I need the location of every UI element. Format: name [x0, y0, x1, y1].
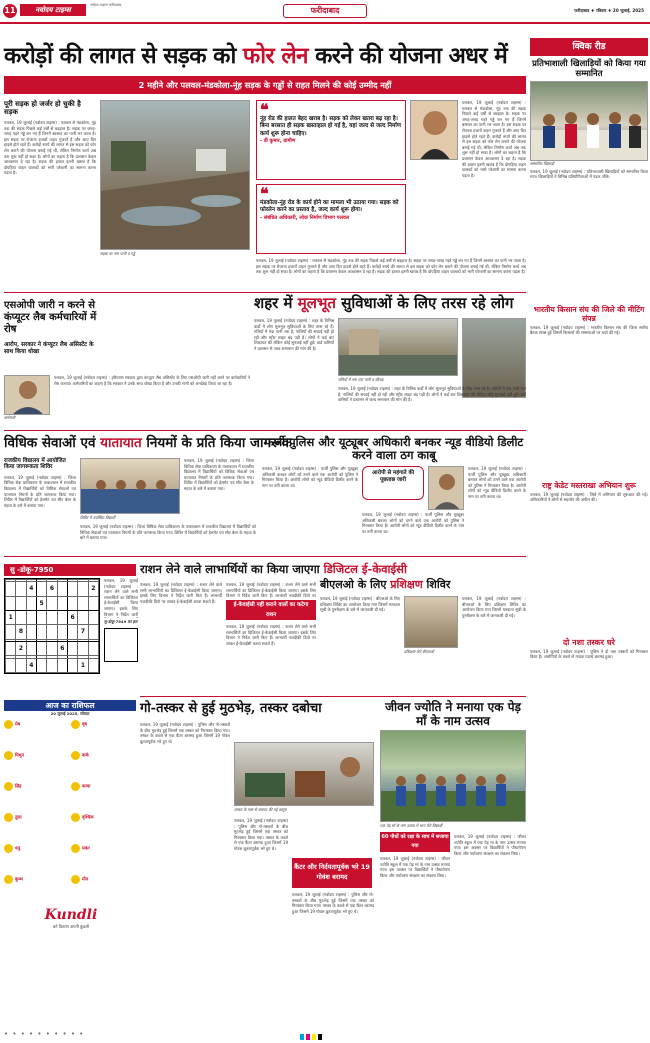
- vidhik-head-highlight: यातायात: [100, 435, 142, 451]
- police-body-3: पलवल, 19 जुलाई (नवोदय टाइम्स) : फर्जी पुलिस और यूट्यूबर अधिकारी बनकर लोगों को ठगने वाले एक आरोपी को पुलिस ने गिरफ्तार किया है। आरोपी लोगों को न्यूड वीडियो डिलीट करने के नाम पर ठगी करता था।: [362, 512, 464, 534]
- blo-head-part1: बीएलओ के लिए: [320, 578, 391, 591]
- kundli-logo: [30, 906, 112, 938]
- lead-photo-caption: सड़क पर भरा पानी व गड्ढे: [100, 251, 136, 256]
- gau-badge: कैंटर और निर्दयतापूर्वक भरे 19 गोवंश बरामद: [292, 858, 372, 888]
- gau-body-3: पलवल, 19 जुलाई (नवोदय टाइम्स) : पुलिस और गो-तस्करों के बीच मुठभेड़ हुई जिसमें एक तस्कर को गिरफ्तार किया गया। तस्कर के कब्जे से एक कैंटर बरामद हुआ जिसमें 19 गोवंश क्रूरतापूर्वक भरे हुए थे।: [292, 892, 374, 914]
- sudoku-row: [6, 582, 99, 596]
- moolbhoot-head-highlight: मूलभूत: [297, 294, 336, 312]
- sudoku-cell: [36, 610, 46, 624]
- rashi-name: कर्क: [82, 753, 89, 759]
- zodiac-icon: [71, 720, 80, 729]
- divider: [4, 292, 526, 293]
- jeevan-badge: 60 पौधों को रक्षा के साथ में सजाया गया: [380, 832, 450, 852]
- sudoku-cell: [6, 658, 16, 672]
- sudoku-cell: [88, 596, 98, 610]
- sudoku-answer-label: सु-डोकू-7949 का हल: [104, 619, 138, 624]
- lead-quote-1: [256, 100, 406, 180]
- rashifal-title: आज का राशिफल: [4, 700, 136, 711]
- rashifal-date: 20 जुलाई 2025, रविवार: [50, 711, 90, 716]
- zodiac-icon: [4, 751, 13, 760]
- sudoku-cell: [57, 596, 67, 610]
- vidhik-photo: [80, 458, 180, 514]
- sudoku-cell: [57, 658, 67, 672]
- sudoku-cell: 7: [78, 625, 88, 639]
- print-color-mark-magenta: [306, 1034, 310, 1040]
- sudoku-cell: 1: [78, 658, 88, 672]
- sudoku-cell: [47, 641, 57, 655]
- quick-item-2-head: भारतीय किसान संघ की जिले की मीटिंग संपन्न: [533, 304, 645, 323]
- rashi-item: [71, 782, 135, 811]
- quick-item-1-head: प्रतिभाशाली खिलाड़ियों को किया गया सम्मानित: [532, 58, 646, 78]
- ration-body: पलवल, 19 जुलाई (नवोदय टाइम्स) : राशन लेने वाले सभी लाभार्थियों का डिजिटल ई-केवाईसी किया जाएगा। इसके लिए विभाग ने निर्देश जारी किए हैं। लाभार्थी नजदीकी डिपो पर जाकर ई-केवाईसी करवा सकते हैं।: [140, 582, 222, 604]
- sudoku-cell: 6: [57, 641, 67, 655]
- lead-headline: [4, 36, 526, 76]
- sudoku-cell: [67, 582, 77, 596]
- rashi-name: वृश्चिक: [82, 815, 94, 821]
- vidhik-subhead: राजकीय विद्यालय में आयोजित किया जागरूकता शिविर: [4, 458, 66, 471]
- blo-body-2: पलवल, 19 जुलाई (नवोदय टाइम्स) : बीएलओ के लिए प्रशिक्षण शिविर का आयोजन किया गया जिसमें मतदाता सूची के पुनरीक्षण के बारे में जानकारी दी गई।: [462, 596, 526, 618]
- rashi-name: मकर: [82, 846, 90, 852]
- rashi-item: [4, 751, 68, 780]
- masthead: [0, 0, 650, 24]
- rashi-item: [71, 813, 135, 842]
- sudoku-table: [5, 579, 99, 673]
- esop-caption: कर्मचारी: [4, 415, 16, 420]
- rashi-name: कुम्भ: [15, 877, 23, 883]
- esop-head: एसओपी जारी न करने से कंप्यूटर लैब कर्मचारियों में रोष: [4, 300, 97, 335]
- esop-section: [4, 300, 104, 355]
- lead-side-column: [4, 100, 96, 240]
- lead-subhead: 2 महीने और पलवल-मंडकोला-नूंह सड़क के गड्ढों से राहत मिलने की कोई उम्मीद नहीं: [4, 76, 526, 94]
- accused-photo: [428, 466, 464, 510]
- blo-head: [320, 576, 526, 594]
- rashi-name: धनु: [15, 846, 21, 852]
- rashi-name: सिंह: [15, 784, 22, 790]
- sudoku-row: [6, 641, 99, 655]
- sudoku-row: [6, 658, 99, 672]
- blo-head-part2: शिविर: [422, 578, 451, 591]
- sudoku-cell: [36, 641, 46, 655]
- sudoku-cell: [6, 582, 16, 596]
- rashi-name: मेष: [15, 722, 21, 728]
- gau-caption: तस्कर के पास से बरामद की गई वस्तुएं: [234, 807, 287, 812]
- sudoku-cell: [16, 582, 26, 596]
- seized-items-photo-illustration: [235, 743, 374, 806]
- gau-photo: [234, 742, 374, 806]
- sudoku-cell: [67, 596, 77, 610]
- bottom-dots: • • • • • • • • • •: [4, 1030, 85, 1038]
- sudoku-cell: [88, 625, 98, 639]
- moolbhoot-head-part1: शहर में: [254, 294, 298, 312]
- quick-item-2-body: पलवल, 19 जुलाई (नवोदय टाइम्स) : भारतीय किसान संघ की जिला स्तरीय बैठक संपन्न हुई जिसमें किसानों की समस्याओं पर चर्चा की गई।: [530, 324, 648, 336]
- zodiac-icon: [71, 844, 80, 853]
- ration-badge: ई-केवाईसी नहीं कराने वालों का कटेगा राशन: [226, 600, 316, 620]
- rashi-name: मिथुन: [15, 753, 25, 759]
- rashi-item: [71, 844, 135, 873]
- vidhik-body-3: पलवल, 19 जुलाई (नवोदय टाइम्स) : जिला विधिक सेवा प्राधिकरण के तत्वावधान में राजकीय विद्यालय में विद्यार्थियों को विधिक सेवाओं एवं यातायात नियमों के प्रति जागरूक किया गया। शिविर में विद्यार्थियों को हेलमेट एवं सीट बेल्ट के महत्व के बारे में बताया गया।: [80, 524, 256, 541]
- sudoku-cell: [67, 625, 77, 639]
- sudoku-cell: [26, 625, 36, 639]
- jeevan-head: जीवन ज्योति ने मनाया एक पेड़ माँ के नाम उत्सव: [385, 700, 521, 728]
- rashi-item: [4, 782, 68, 811]
- ration-head-highlight: डिजिटल ई-केवाईसी: [323, 562, 407, 576]
- gau-body: पलवल, 19 जुलाई (नवोदय टाइम्स) : पुलिस और गो-तस्करों के बीच मुठभेड़ हुई जिसमें एक तस्कर को गिरफ्तार किया गया। तस्कर के कब्जे से एक कैंटर बरामद हुआ जिसमें 19 गोवंश क्रूरतापूर्वक भरे हुए थे।: [140, 722, 230, 744]
- sudoku-cell: 2: [88, 582, 98, 596]
- divider-2: [4, 430, 526, 431]
- vidhik-column: [4, 458, 76, 555]
- divider-3: [4, 556, 526, 557]
- sudoku-cell: [47, 610, 57, 624]
- lead-quote-2: [256, 184, 406, 254]
- rashi-item: [4, 813, 68, 842]
- road-photo-illustration: [101, 101, 250, 250]
- small-paper-line: नवोदय टाइम्स फरीदाबाद: [90, 3, 122, 7]
- rashi-name: मीन: [82, 877, 89, 883]
- quote-mark-icon: ❝: [260, 100, 269, 119]
- quote-mark-icon-2: ❝: [260, 184, 269, 203]
- vidhik-caption: शिविर में उपस्थित विद्यार्थी: [80, 515, 116, 520]
- sudoku-cell: 8: [16, 625, 26, 639]
- police-quote: [362, 466, 424, 500]
- sudoku-cell: [26, 610, 36, 624]
- rashi-item: [71, 751, 135, 780]
- sudoku-cell: 5: [36, 596, 46, 610]
- vidhik-body: पलवल, 19 जुलाई (नवोदय टाइम्स) : जिला विधिक सेवा प्राधिकरण के तत्वावधान में राजकीय विद्यालय में विद्यार्थियों को विधिक सेवाओं एवं यातायात नियमों के प्रति जागरूक किया गया। शिविर में विद्यार्थियों को हेलमेट एवं सीट बेल्ट के महत्व के बारे में बताया गया।: [4, 474, 76, 508]
- police-body-2: पलवल, 19 जुलाई (नवोदय टाइम्स) : फर्जी पुलिस और यूट्यूबर अधिकारी बनकर लोगों को ठगने वाले एक आरोपी को पुलिस ने गिरफ्तार किया है। आरोपी लोगों को न्यूड वीडियो डिलीट करने के नाम पर ठगी करता था।: [468, 466, 526, 499]
- date-line: फरीदाबाद ♦ रविवार ♦ 20 जुलाई, 2025: [574, 8, 644, 13]
- lead-headline-highlight: फोर लेन: [242, 43, 308, 69]
- sudoku-cell: [47, 625, 57, 639]
- paper-name: नवोदय टाइम्स: [20, 4, 86, 16]
- sudoku-instructions: पलवल, 19 जुलाई (नवोदय टाइम्स) : राशन लेने वाले सभी लाभार्थियों का डिजिटल ई-केवाईसी किया जाएगा। इसके लिए विभाग ने निर्देश जारी: [104, 578, 138, 617]
- zodiac-icon: [4, 720, 13, 729]
- ration-body-3: पलवल, 19 जुलाई (नवोदय टाइम्स) : राशन लेने वाले सभी लाभार्थियों का डिजिटल ई-केवाईसी किया जाएगा। इसके लिए विभाग ने निर्देश जारी किए हैं। लाभार्थी नजदीकी डिपो पर जाकर ई-केवाईसी करवा सकते हैं।: [226, 624, 316, 646]
- jeevan-body: पलवल, 19 जुलाई (नवोदय टाइम्स) : जीवन ज्योति स्कूल में एक पेड़ मां के नाम उत्सव मनाया गया। इस अवसर पर विद्यार्थियों ने पौधारोपण किया और पर्यावरण संरक्षण का संकल्प लिया।: [380, 856, 450, 878]
- sudoku-cell: [26, 596, 36, 610]
- moolbhoot-body-2: पलवल, 19 जुलाई (नवोदय टाइम्स) : शहर के विभिन्न वार्डों में लोग मूलभूत सुविधाओं के लिए तरस रहे हैं। गलियों में गंदा पानी भरा है, नालियों की सफाई नहीं हो रही और स्ट्रीट लाइट बंद पड़ी हैं। लोगों ने कई बार शिकायत की लेकिन कोई सुनवाई नहीं हुई। वार्ड वासियों ने प्रशासन से जल्द समाधान की मांग की है।: [338, 386, 526, 403]
- sudoku-cell: [78, 610, 88, 624]
- sudoku-cell: [6, 596, 16, 610]
- quick-item-4-body: पलवल, 19 जुलाई (नवोदय टाइम्स) : पुलिस ने दो नशा तस्करों को गिरफ्तार किया है। आरोपियों के कब्जे से मादक पदार्थ बरामद हुआ।: [530, 648, 648, 660]
- zodiac-icon: [4, 782, 13, 791]
- street-photo-illustration: [339, 319, 458, 376]
- quick-item-3-body: पलवल, 19 जुलाई (नवोदय टाइम्स) : जिले में अभियान की शुरुआत की गई। अधिकारियों ने लोगों से सहयोग की अपील की।: [530, 491, 648, 503]
- jeevan-body-2: पलवल, 19 जुलाई (नवोदय टाइम्स) : जीवन ज्योति स्कूल में एक पेड़ मां के नाम उत्सव मनाया गया। इस अवसर पर विद्यार्थियों ने पौधारोपण किया और पर्यावरण संरक्षण का संकल्प लिया।: [454, 834, 526, 856]
- lead-headline-part1: करोड़ों की लागत से सड़क को: [4, 43, 243, 69]
- moolbhoot-head: [254, 294, 526, 312]
- sudoku-cell: [16, 658, 26, 672]
- sudoku-cell: [36, 582, 46, 596]
- sudoku-cell: [6, 625, 16, 639]
- sudoku-cell: [88, 641, 98, 655]
- divider-4: [140, 696, 526, 697]
- kundli-logo-text: Kundli: [44, 907, 98, 923]
- moolbhoot-head-part2: सुविधाओं के लिए तरस रहे लोग: [335, 294, 514, 312]
- quick-item-3-head: राष्ट्र केडेट मस्तराखा अभियान शुरू: [542, 480, 636, 490]
- sudoku-cell: [26, 641, 36, 655]
- esop-body: पलवल, 19 जुलाई (नवोदय टाइम्स) : हरियाणा सरकार द्वारा कंप्यूटर लैब असिस्टेंट के लिए एसओपी जारी नहीं करने पर कर्मचारियों ने रोष जताया। कर्मचारियों का कहना है कि सरकार ने उनके साथ धोखा किया है और उनकी मांगों को अनदेखा किया जा रहा है।: [54, 375, 250, 386]
- vidhik-head-part1: विधिक सेवाओं एवं: [4, 435, 101, 451]
- rashi-name: कन्या: [82, 784, 91, 790]
- sudoku-cell: [16, 596, 26, 610]
- sudoku-cell: [6, 641, 16, 655]
- person-portrait-icon-2: [5, 376, 50, 415]
- sudoku-cell: [16, 610, 26, 624]
- moolbhoot-photo-1: [338, 318, 458, 376]
- blo-caption: प्रशिक्षण लेते बीएलओ: [404, 649, 435, 654]
- gau-body-2: पलवल, 19 जुलाई (नवोदय टाइम्स) : पुलिस और गो-तस्करों के बीच मुठभेड़ हुई जिसमें एक तस्कर को गिरफ्तार किया गया। तस्कर के कब्जे से एक कैंटर बरामद हुआ जिसमें 19 गोवंश क्रूरतापूर्वक भरे हुए थे।: [234, 818, 288, 851]
- print-color-mark-cyan: [300, 1034, 304, 1040]
- police-body: पलवल, 19 जुलाई (नवोदय टाइम्स) : फर्जी पुलिस और यूट्यूबर अधिकारी बनकर लोगों को ठगने वाले एक आरोपी को पुलिस ने गिरफ्तार किया है। आरोपी लोगों को न्यूड वीडियो डिलीट करने के नाम पर ठगी करता था।: [262, 466, 358, 488]
- sudoku-row: [6, 610, 99, 624]
- rashi-name: तुला: [15, 815, 22, 821]
- sudoku-cell: [78, 641, 88, 655]
- portrait-photo: [410, 100, 458, 160]
- zodiac-icon: [71, 875, 80, 884]
- sudoku-cell: [36, 625, 46, 639]
- rashi-name: वृष: [82, 722, 87, 728]
- sudoku-cell: [47, 658, 57, 672]
- city-tab: फरीदाबाद: [283, 4, 367, 18]
- quick-read-banner: क्विक रीड: [530, 38, 648, 56]
- lead-headline-part2: करने की योजना अधर में: [307, 43, 508, 69]
- rashi-item: [4, 875, 68, 904]
- quick-item-1-photo: [530, 81, 648, 161]
- quote-1-text: नूंह रोड की हालत बेहद खराब है। सड़क को लेकर खतरा बढ़ रहा है। बिना बरसात ही सड़क खस्ताहाल हो गई है, यहां जल्द से जल्द निर्माण कार्य शुरू होना चाहिए।: [260, 116, 401, 137]
- lead-right-body: पलवल, 19 जुलाई (नवोदय टाइम्स) : पलवल से मंडकोला, नूंह तक की सड़क पिछले कई वर्षों से बदहाल है। सड़क पर जगह-जगह गहरे गड्ढे बन गए हैं जिनमें बरसात का पानी भर जाता है। इस सड़क पर रोजाना हजारों वाहन गुजरते हैं और आए दिन हादसे होते रहते हैं। करोड़ों रुपये की लागत से इस सड़क को फोर लेन बनाने की योजना बनाई गई थी, लेकिन निर्माण कार्य अब तक शुरू नहीं हो सका है। लोगों का कहना है कि प्रशासन केवल आश्वासन दे रहा है। सड़क की हालत इतनी खराब है कि दोपहिया वाहन चालकों को भारी परेशानी का सामना करना पड़ता है।: [462, 100, 526, 178]
- sudoku-cell: [67, 641, 77, 655]
- sudoku-cell: [78, 596, 88, 610]
- sudoku-cell: [57, 582, 67, 596]
- police-quote-text: आरोपी से महंगाते की पूछताछ जारी: [372, 470, 414, 483]
- zodiac-icon: [4, 875, 13, 884]
- vidhik-head: [4, 434, 293, 452]
- quick-item-1-body: पलवल, 19 जुलाई (नवोदय टाइम्स) : प्रतिभाशाली खिलाड़ियों को सम्मानित किया गया। खिलाड़ियों ने विभिन्न प्रतियोगिताओं में पदक जीते।: [530, 168, 648, 180]
- rashi-item: [4, 720, 68, 749]
- lead-side-head: पूरी सड़क हो जर्जर हो चुकी है सड़क: [4, 99, 81, 117]
- sudoku-row: [6, 596, 99, 610]
- quick-item-4-head: दो नशा तस्कर धरे: [563, 637, 615, 647]
- esop-portrait: [4, 375, 50, 415]
- rashi-item: [4, 844, 68, 873]
- sudoku-cell: 6: [47, 582, 57, 596]
- sudoku-title: सु -डोकू-7950: [4, 564, 136, 576]
- zodiac-icon: [71, 751, 80, 760]
- quote-1-author: - डी कुमार, ग्रामीण: [260, 138, 296, 145]
- sudoku-cell: 4: [26, 582, 36, 596]
- sudoku-answer-grid: [104, 628, 138, 662]
- sudoku-cell: [88, 610, 98, 624]
- sudoku-cell: [67, 658, 77, 672]
- sudoku-row: [6, 625, 99, 639]
- zodiac-icon: [71, 813, 80, 822]
- quick-item-1-caption: सम्मानित खिलाड़ी: [530, 161, 555, 166]
- quote-2-text: मंडकोला-नूंह रोड के कार्य होने का मामला भी उठाया गया। सड़क को फोरलेन करने का प्रस्ताव है, जल्द कार्य शुरू होगा।: [260, 200, 399, 214]
- moolbhoot-body: पलवल, 19 जुलाई (नवोदय टाइम्स) : शहर के विभिन्न वार्डों में लोग मूलभूत सुविधाओं के लिए तरस रहे हैं। गलियों में गंदा पानी भरा है, नालियों की सफाई नहीं हो रही और स्ट्रीट लाइट बंद पड़ी हैं। लोगों ने कई बार शिकायत की लेकिन कोई सुनवाई नहीं हुई। वार्ड वासियों ने प्रशासन से जल्द समाधान की मांग की है।: [254, 318, 334, 351]
- lead-body-continued: पलवल, 19 जुलाई (नवोदय टाइम्स) : पलवल से मंडकोला, नूंह तक की सड़क पिछले कई वर्षों से बदहाल है। सड़क पर जगह-जगह गहरे गड्ढे बन गए हैं जिनमें बरसात का पानी भर जाता है। इस सड़क पर रोजाना हजारों वाहन गुजरते हैं और आए दिन हादसे होते रहते हैं। करोड़ों रुपये की लागत से इस सड़क को फोर लेन बनाने की योजना बनाई गई थी, लेकिन निर्माण कार्य अब तक शुरू नहीं हो सका है। लोगों का कहना है कि प्रशासन केवल आश्वासन दे रहा है। सड़क की हालत इतनी खराब है कि दोपहिया वाहन चालकों को भारी परेशानी का सामना करना पड़ता है।: [256, 258, 526, 275]
- quick-read-column: [530, 58, 648, 779]
- sudoku-cell: [36, 658, 46, 672]
- classroom-photo-illustration: [81, 459, 180, 514]
- print-color-mark-black: [318, 1034, 322, 1040]
- sudoku-cell: [47, 596, 57, 610]
- vidhik-body-2: पलवल, 19 जुलाई (नवोदय टाइम्स) : जिला विधिक सेवा प्राधिकरण के तत्वावधान में राजकीय विद्यालय में विद्यार्थियों को विधिक सेवाओं एवं यातायात नियमों के प्रति जागरूक किया गया। शिविर में विद्यार्थियों को हेलमेट एवं सीट बेल्ट के महत्व के बारे में बताया गया।: [184, 458, 254, 491]
- sudoku-cell: 6: [67, 610, 77, 624]
- accused-portrait-icon: [429, 467, 464, 510]
- blo-head-highlight: प्रशिक्षण: [390, 578, 423, 591]
- blo-photo: [404, 596, 458, 648]
- esop-subhead: आरोप, सरकार ने कंप्यूटर लैब असिस्टेंट के साथ किया धोखा: [4, 342, 94, 355]
- sudoku-cell: [57, 610, 67, 624]
- vidhik-head-part2: नियमों के प्रति किया जागरूक: [141, 435, 293, 451]
- jeevan-caption: एक पेड़ माँ के नाम उत्सव में भाग लेते विद्यार्थी: [380, 823, 443, 828]
- sudoku-cell: 1: [6, 610, 16, 624]
- print-color-mark-yellow: [312, 1034, 316, 1040]
- zodiac-icon: [4, 844, 13, 853]
- sudoku-cell: [88, 658, 98, 672]
- ration-body-2: पलवल, 19 जुलाई (नवोदय टाइम्स) : राशन लेने वाले सभी लाभार्थियों का डिजिटल ई-केवाईसी किया जाएगा। इसके लिए विभाग ने निर्देश जारी किए हैं। लाभार्थी नजदीकी डिपो पर: [226, 582, 316, 598]
- sudoku-cell: 4: [26, 658, 36, 672]
- kundli-logo-sub: बने दिव्यांग अपनी कुंडली: [53, 924, 89, 929]
- sudoku-cell: [57, 625, 67, 639]
- moolbhoot-caption: गलियों में भरा गंदा पानी व कीचड़: [338, 377, 384, 382]
- zodiac-icon: [71, 782, 80, 791]
- zodiac-icon: [4, 813, 13, 822]
- jeevan-photo: [380, 730, 526, 822]
- page-number: 11: [3, 4, 17, 18]
- rashi-item: [71, 875, 135, 904]
- gau-head: गो-तस्कर से हुई मुठभेड़, तस्कर दबोचा: [140, 701, 322, 716]
- lead-photo: [100, 100, 250, 250]
- group-photo-illustration: [531, 82, 648, 161]
- person-portrait-icon: [411, 101, 458, 160]
- rashi-item: [71, 720, 135, 749]
- sudoku-cell: 2: [16, 641, 26, 655]
- lead-side-body: पलवल, 19 जुलाई (नवोदय टाइम्स) : पलवल से मंडकोला, नूंह तक की सड़क पिछले कई वर्षों से बदहाल है। सड़क पर जगह-जगह गहरे गड्ढे बन गए हैं जिनमें बरसात का पानी भर जाता है। इस सड़क पर रोजाना हजारों वाहन गुजरते हैं और आए दिन हादसे होते रहते हैं। करोड़ों रुपये की लागत से इस सड़क को फोर लेन बनाने की योजना बनाई गई थी, लेकिन निर्माण कार्य अब तक शुरू नहीं हो सका है। लोगों का कहना है कि प्रशासन केवल आश्वासन दे रहा है। सड़क की हालत इतनी खराब है कि दोपहिया वाहन चालकों को भारी परेशानी का सामना करना पड़ता है।: [4, 120, 96, 176]
- ration-head-part1: राशन लेने वाले लाभार्थियों का किया जाएगा: [140, 562, 324, 576]
- blo-body: पलवल, 19 जुलाई (नवोदय टाइम्स) : बीएलओ के लिए प्रशिक्षण शिविर का आयोजन किया गया जिसमें मतदाता सूची के पुनरीक्षण के बारे में जानकारी दी गई।: [320, 596, 400, 613]
- sudoku-cell: [78, 582, 88, 596]
- police-head: फर्जी पुलिस और यूट्यूबर अधिकारी बनकर न्यूड वीडियो डिलीट करने वाला ठग काबू: [264, 435, 524, 462]
- quote-2-author: - संबंधित अधिकारी, लोक निर्माण विभाग पलवल: [260, 214, 350, 221]
- sudoku-grid: [4, 578, 100, 674]
- students-photo-illustration: [381, 731, 526, 822]
